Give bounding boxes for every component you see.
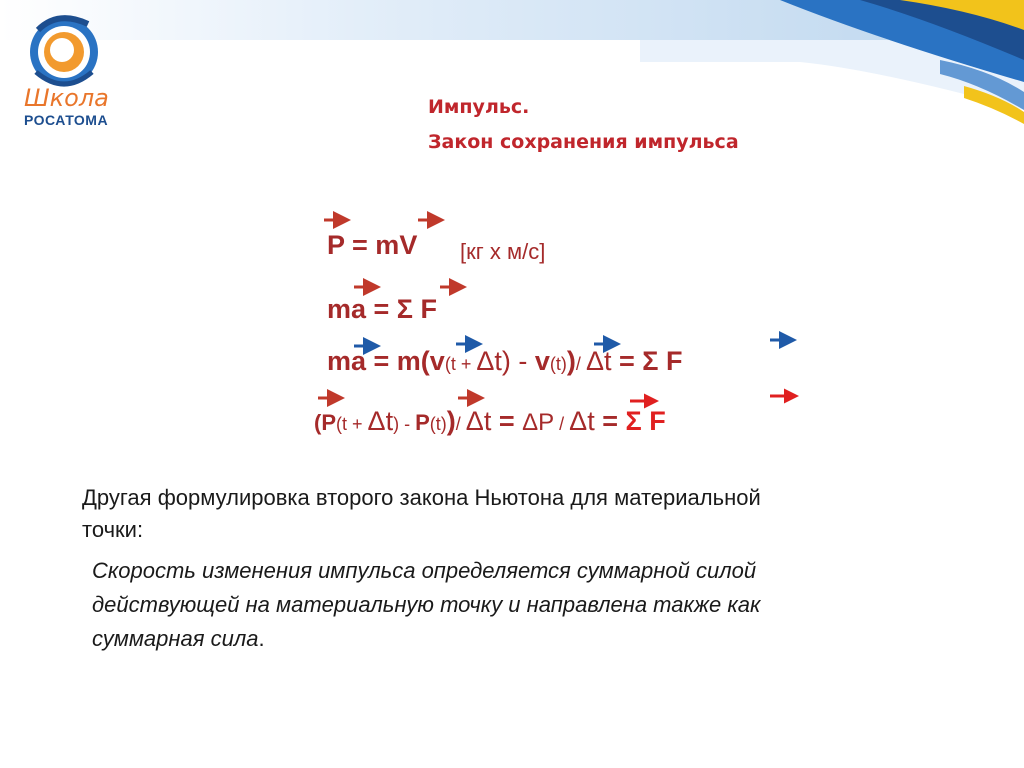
svg-text:+: + bbox=[70, 35, 81, 49]
formula-acceleration-expansion: ma = m(v(t + Δt) - v(t))/ Δt = Σ F bbox=[327, 346, 683, 376]
paragraph-definition-line1: Скорость изменения импульса определяется суммарной силой bbox=[92, 558, 757, 583]
formula-newton-second-law: ma = Σ F bbox=[327, 294, 437, 324]
paragraph-intro-line1: Другая формулировка второго закона Ньютона для материальной bbox=[82, 485, 761, 510]
paragraph-definition-line2: действующей на материальную точку и направлена также как bbox=[92, 592, 761, 617]
paragraph-intro-line2: точки: bbox=[82, 517, 144, 542]
logo-text-school: Школа bbox=[24, 84, 109, 112]
logo-text-rosatom: РОСАТОМА bbox=[24, 112, 109, 128]
paragraph-definition-line3: суммарная сила. bbox=[92, 626, 265, 651]
formula-momentum: P = mV bbox=[327, 230, 418, 260]
formula-momentum-change: (P(t + Δt) - P(t))/ Δt = ΔP / Δt = Σ F bbox=[314, 406, 666, 436]
slide-subtitle: Закон сохранения импульса bbox=[428, 131, 739, 153]
formula-momentum-units: [кг х м/с] bbox=[460, 239, 546, 264]
slide-title: Импульс. bbox=[428, 96, 530, 118]
